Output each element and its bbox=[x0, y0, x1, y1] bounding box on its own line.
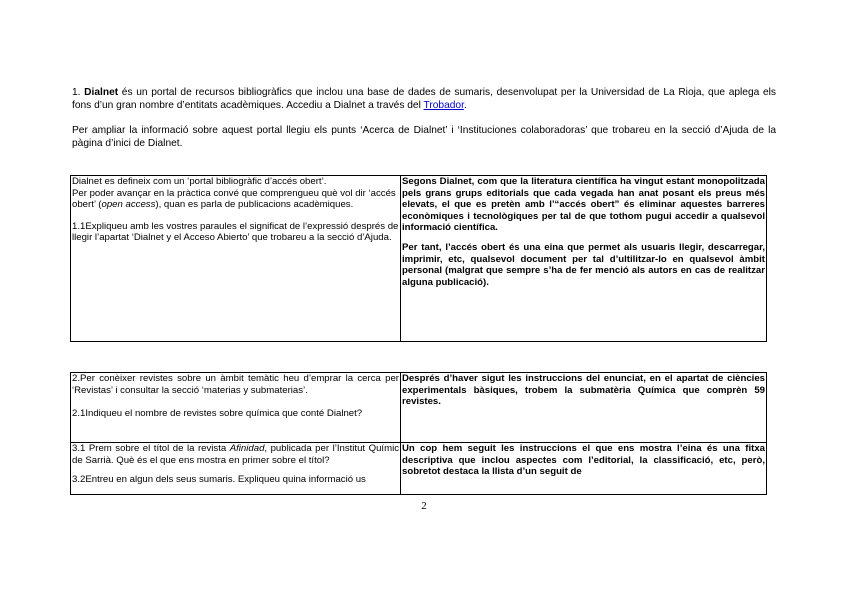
intro-paragraph-2: Per ampliar la informació sobre aquest portal llegiu els punts ‘Acerca de Dialnet’ i ‘Instituciones colaboradoras’ que trobareu en la secció d’Ajuda de la pàgina d’inici de Dialnet. bbox=[72, 125, 776, 149]
answer-cell[interactable] bbox=[401, 443, 767, 495]
question-text: Per poder avançar en la pràctica convé que comprengueu què vol dir ‘accés obert’ (open access), quan es parla de publicacions acadèmiques. bbox=[72, 187, 396, 211]
question-text: 1.1Expliqueu amb les vostres paraules el significat de l’expressió després de llegir l’apartat ‘Dialnet y el Acceso Abierto’ que trobareu a la secció d’Ajuda. bbox=[72, 220, 399, 244]
answer-cell[interactable] bbox=[401, 176, 767, 342]
open-access-italic: open access bbox=[101, 199, 156, 211]
answer-text: Per tant, l’accés obert és una eina que permet als usuaris llegir, descarregar, imprimir, etc, qualsevol document per tal d’ultilitzar-lo en qualsevol àmbit personal (malgrat que sempre s’ha de fer menció als autors en cas de realitzar alguna publicació). bbox=[402, 241, 765, 288]
dialnet-bold: Dialnet bbox=[84, 87, 119, 98]
question-cell bbox=[71, 443, 401, 495]
table-row bbox=[71, 373, 767, 443]
question-cell bbox=[71, 176, 401, 342]
trobador-link[interactable]: Trobador bbox=[423, 100, 464, 111]
item-number: 1. bbox=[72, 87, 85, 98]
answer-text: Segons Dialnet, com que la literatura científica ha vingut estant monopolitzada pels grans grups editorials que cada vegada han anat posant els preus més elevats, el que es pretèn amb l’“accés obert” és eliminar aquestes barreres econòmiques i tecnològiques per tal de que tothom pugui accedir a qualsevol informació científica. bbox=[402, 176, 765, 234]
intro-text: és un portal de recursos bibliogràfics que inclou una base de dades de sumaris, desenvolupat per la Universidad de La Rioja, que aplega els fons d’un gran nombre d’entitats acadèmiques. Accediu a Dialnet a través del bbox=[72, 87, 776, 111]
answer-text: Després d’haver sigut les instruccions del enunciat, en el apartat de ciències experimentals bàsiques, trobem la submatèria Química que comprèn 59 revistes. bbox=[402, 373, 765, 408]
answer-text: Un cop hem seguit les instruccions el que ens mostra l’eina és una fitxa descriptiva que inclou aspectes com l’editorial, la classificació, etc, però, sobretot destaca la llista d’un seguit de bbox=[402, 443, 765, 478]
afinidad-italic: Afinidad bbox=[229, 443, 265, 454]
question-text: 3.1 Prem sobre el títol de la revista Afinidad, publicada per l’Institut Químic de Sarrià. Què és el que ens mostra en primer sobre el títol? bbox=[72, 443, 399, 466]
question-text: Dialnet es defineix com un ‘portal bibliogràfic d’accés obert’. bbox=[72, 176, 327, 187]
table-row bbox=[71, 443, 767, 495]
question-text: 2.1Indiqueu el nombre de revistes sobre química que conté Dialnet? bbox=[72, 408, 363, 420]
question-table-1 bbox=[70, 175, 767, 342]
answer-cell[interactable] bbox=[401, 373, 767, 443]
question-cell bbox=[71, 373, 401, 443]
page-number: 2 bbox=[421, 500, 427, 512]
question-table-2 bbox=[70, 372, 767, 495]
question-text: 3.2Entreu en algun dels seus sumaris. Expliqueu quina informació us bbox=[72, 474, 366, 486]
intro-end: . bbox=[463, 100, 467, 111]
table-row bbox=[71, 176, 767, 342]
question-text: 2.Per conèixer revistes sobre un àmbit temàtic heu d’emprar la cerca per ‘Revistas’ i consultar la secció ‘materias y submaterias’. bbox=[72, 373, 399, 396]
intro-paragraph-1 bbox=[72, 86, 776, 112]
